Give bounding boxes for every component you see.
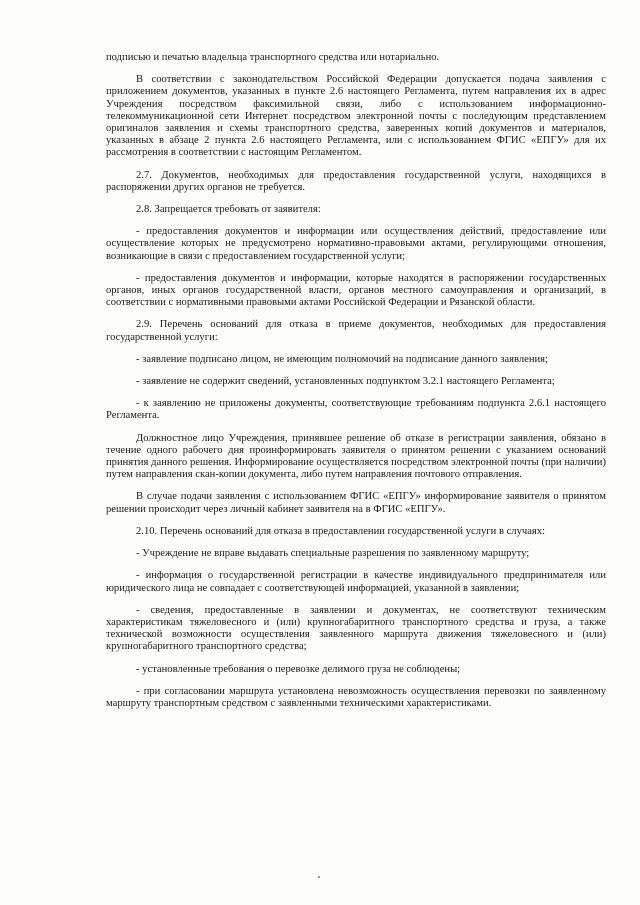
list-item-2-8-b: - предоставления документов и информации, которые находятся в распоряжении государственных органов, иных органов государственной власти, органов местного самоуправления и организаций, в соответствии с нормативными правовыми актами Российской Федерации и Рязанской области. [106,272,606,309]
paragraph-continuation: подписью и печатью владельца транспортного средства или нотариально. [106,52,440,63]
list-item-2-10-c: - сведения, предоставленные в заявлении и документах, не соответствуют техническим характеристикам тяжеловесного и (или) крупногабаритного транспортного средства и груза, а также технической возможности осуществления заявленного маршрута движения тяжеловесного и (или) крупногабаритного транспортного средства; [106,604,606,653]
paragraph-epgu-notice: В случае подачи заявления с использованием ФГИС «ЕПГУ» информирование заявителя о принятом решении происходит через личный кабинет заявителя на в ФГИС «ЕПГУ». [106,491,606,515]
list-item-2-10-d: - установленные требования о перевозке делимого груза не соблюдены; [136,663,461,675]
list-item-2-10-a: - Учреждение не вправе выдавать специальные разрешения по заявленному маршруту; [136,548,530,560]
paragraph-2-10: 2.10. Перечень оснований для отказа в предоставлении государственной услуги в случаях: [136,525,546,537]
list-item-2-9-b: - заявление не содержит сведений, установленных подпунктом 3.2.1 настоящего Регламента; [136,376,555,388]
paragraph-submission-methods: В соответствии с законодательством Российской Федерации допускается подача заявления с приложением документов, указанных в пункте 2.6 настоящего Регламента, путем направления их в адрес Учреждения посредством факсимильной связи, либо с использованием информационно-телекоммуникационной сети Интернет посредством электронной почты с последующим представлением оригиналов заявления и схемы транспортного средства, заверенных копий документов и материалов, указанных в абзаце 2 пункта 2.6 настоящего Регламента, или с использованием ФГИС «ЕПГУ» для их рассмотрения в соответствии с настоящим Регламентом. [106,74,606,159]
document-body [106,52,606,719]
list-item-2-9-c: - к заявлению не приложены документы, соответствующие требованиям подпункта 2.6.1 настоящего Регламента. [106,398,606,422]
paragraph-refusal-notice: Должностное лицо Учреждения, принявшее решение об отказе в регистрации заявления, обязано в течение одного рабочего дня проинформировать заявителя о принятом решении с указанием оснований принятия данного решения. Информирование осуществляется посредством электронной почты (при наличии) путем направления скан-копии документа, либо путем направления почтового отправления. [106,432,606,481]
paragraph-2-9: 2.9. Перечень оснований для отказа в приеме документов, необходимых для предоставления государственной услуги: [106,319,606,343]
paragraph-2-8: 2.8. Запрещается требовать от заявителя: [136,204,321,216]
list-item-2-10-e: - при согласовании маршрута установлена невозможность осуществления перевозки по заявленному маршруту транспортным средством с заявленными техническими характеристиками. [106,685,606,709]
list-item-2-9-a: - заявление подписано лицом, не имеющим полномочий на подписание данного заявления; [136,353,548,365]
list-item-2-8-a: - предоставления документов и информации или осуществления действий, предоставление или осуществление которых не предусмотрено нормативно-правовыми актами, регулирующими отношения, возникающие в связи с предоставлением государственной услуги; [106,226,606,262]
list-item-2-10-b: - информация о государственной регистрации в качестве индивидуального предпринимателя или юридического лица не совпадает с соответствующей информацией, указанной в заявлении; [106,570,606,594]
paragraph-2-7: 2.7. Документов, необходимых для предоставления государственной услуги, находящихся в распоряжении других органов не требуется. [106,169,606,193]
scan-speck [318,876,320,878]
